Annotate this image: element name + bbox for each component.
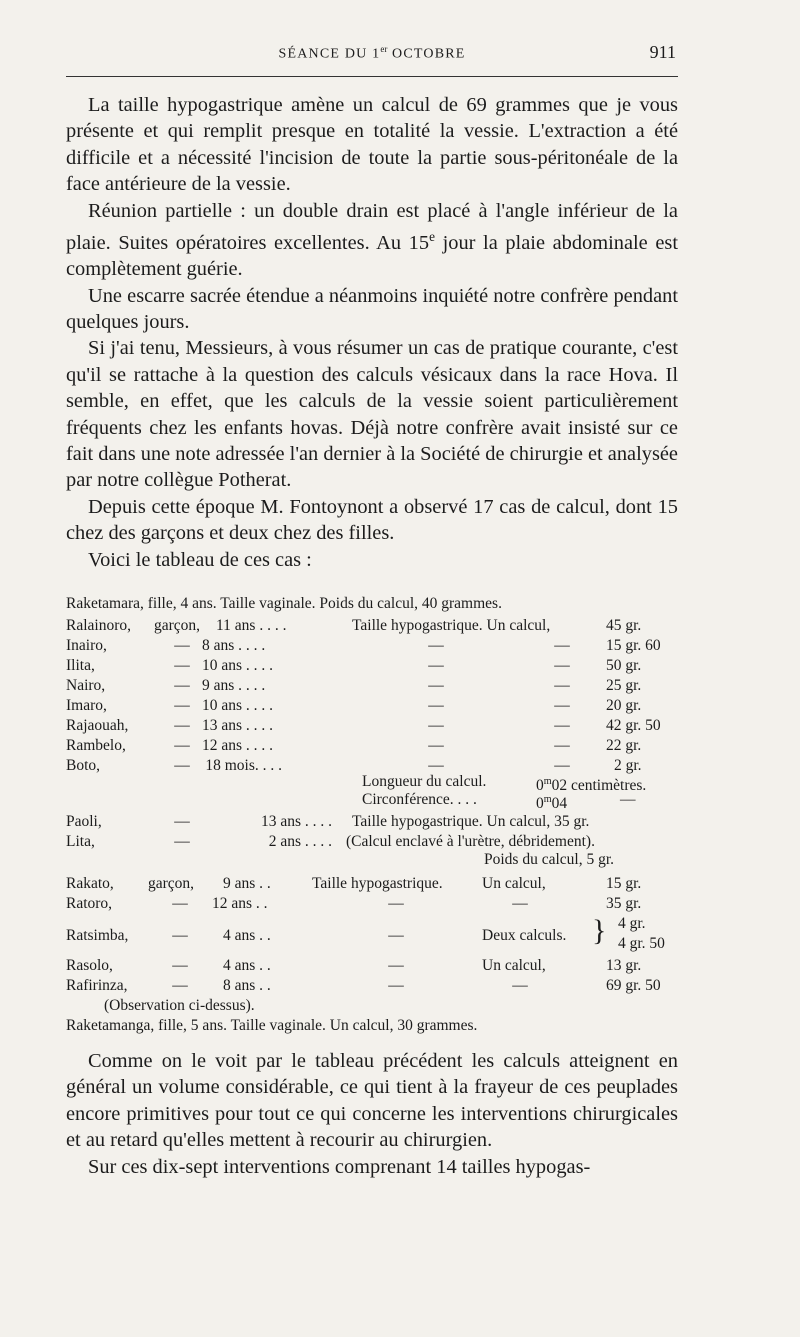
cell-op2: — bbox=[554, 637, 570, 654]
paragraph: La taille hypogastrique amène un calcul de 69 grammes que je vous présente et qui remplit presque en totalité la vessie. L'extraction a été difficile et a nécessité l'incision de toute la partie sous-péritonéale de la face antérieure de la vessie. bbox=[66, 94, 678, 196]
cell-age: 4 ans . . bbox=[223, 927, 271, 944]
cell-name: Rambelo, bbox=[66, 737, 126, 754]
cell-weight: 69 gr. 50 bbox=[606, 977, 661, 994]
cell-name: Lita, bbox=[66, 833, 95, 850]
cell-name: Rasolo, bbox=[66, 957, 113, 974]
cell-sex: — bbox=[174, 757, 190, 774]
cell-weight: 4 gr. 50 bbox=[618, 935, 665, 952]
table-line-text: Raketamara, fille, 4 ans. Taille vaginale. Poids du calcul, 40 grammes. bbox=[66, 595, 502, 612]
table-row bbox=[66, 736, 678, 756]
paragraph: Voici le tableau de ces cas : bbox=[88, 548, 312, 571]
cell-age: 2 ans . . . . bbox=[268, 833, 332, 850]
cell-weight: 22 gr. bbox=[606, 737, 642, 754]
paragraph: Si j'ai tenu, Messieurs, à vous résumer un cas de pratique courante, c'est qu'il se rattache à la question des calculs vésicaux dans la race Hova. Il semble, en effet, que les calculs de la vessie soient particulièrement fréquents chez les enfants hovas. Déjà notre confrère avait insisté sur ce fait dans une note adressée l'an dernier à la Société de chirurgie et analysée par notre collègue Potherat. bbox=[66, 337, 678, 492]
table-row bbox=[66, 636, 678, 656]
cell-op: — bbox=[428, 697, 444, 714]
table-row bbox=[66, 772, 678, 795]
cell-weight: 4 gr. bbox=[618, 915, 646, 932]
cell-op2: — bbox=[554, 737, 570, 754]
cell-age: 10 ans . . . . bbox=[202, 657, 274, 674]
cell-note-label: Longueur du calcul. bbox=[362, 773, 487, 790]
cell-weight: 35 gr. bbox=[606, 895, 642, 912]
table-row bbox=[66, 832, 678, 852]
cell-sex: — bbox=[174, 833, 190, 850]
cell-op: — bbox=[388, 977, 404, 994]
cell-sex: — bbox=[174, 657, 190, 674]
note-value-sup: m bbox=[543, 794, 552, 805]
cell-op: — bbox=[428, 757, 444, 774]
cell-name: Ralainoro, bbox=[66, 617, 131, 634]
cell-weight: 15 gr. bbox=[606, 875, 642, 892]
cell-op2: — bbox=[554, 717, 570, 734]
table-row bbox=[66, 594, 678, 614]
cell-sex: — bbox=[172, 977, 188, 994]
cell-note-dash: — bbox=[620, 791, 636, 808]
cell-age: 11 ans . . . . bbox=[216, 617, 287, 634]
brace-icon: } bbox=[592, 914, 607, 947]
paragraph: Sur ces dix-sept interventions comprenant 14 tailles hypogas- bbox=[88, 1155, 591, 1178]
cell-op2: — bbox=[554, 757, 570, 774]
table-row bbox=[66, 616, 678, 636]
cell-op: — bbox=[388, 957, 404, 974]
table-row bbox=[66, 874, 678, 894]
cell-name: Ratsimba, bbox=[66, 927, 129, 944]
cell-name: Inairo, bbox=[66, 637, 107, 654]
cell-op: Taille hypogastrique. bbox=[312, 875, 443, 892]
cell-op: — bbox=[428, 677, 444, 694]
table-row bbox=[66, 976, 678, 996]
paragraph bbox=[66, 198, 678, 283]
cell-op: — bbox=[428, 637, 444, 654]
note-value-num: 0 bbox=[536, 777, 544, 795]
cell-weight: 42 gr. 50 bbox=[606, 717, 661, 734]
cell-weight: 25 gr. bbox=[606, 677, 642, 694]
table-row bbox=[66, 676, 678, 696]
cell-age: 13 ans . . . . bbox=[260, 813, 332, 830]
cell-op: Taille hypogastrique. Un calcul, 35 gr. bbox=[352, 813, 590, 830]
cell-name: Rakato, bbox=[66, 875, 114, 892]
cell-sex: — bbox=[172, 927, 188, 944]
cell-name: Ratoro, bbox=[66, 895, 113, 912]
cell-name: Paoli, bbox=[66, 813, 102, 830]
cell-count: — bbox=[512, 977, 528, 994]
paragraph-part: jour la plaie abdominale est complètement guérie. bbox=[66, 231, 678, 281]
cell-sex: garçon, bbox=[148, 875, 195, 892]
note-value-rest: 02 centimètres. bbox=[551, 777, 647, 795]
cell-op: (Calcul enclavé à l'urètre, débridement). bbox=[346, 833, 595, 850]
note-value-sup: m bbox=[543, 776, 552, 787]
body-text-bottom bbox=[66, 1048, 678, 1180]
cell-age: 9 ans . . bbox=[223, 875, 271, 892]
cell-name: Ilita, bbox=[66, 657, 95, 674]
table-row bbox=[66, 956, 678, 976]
cell-name: Boto, bbox=[66, 757, 101, 774]
cell-weight: 15 gr. 60 bbox=[606, 637, 661, 654]
cell-weight: 2 gr. bbox=[614, 757, 642, 774]
table-row bbox=[66, 934, 678, 954]
cell-note-label: Circonférence. . . . bbox=[362, 791, 477, 808]
cell-count: Un calcul, bbox=[482, 875, 546, 892]
table-row bbox=[66, 850, 678, 870]
cell-sex: — bbox=[174, 717, 190, 734]
cell-weight: 13 gr. bbox=[606, 957, 642, 974]
cell-age: 8 ans . . . . bbox=[202, 637, 266, 654]
note-value-num: 0 bbox=[536, 795, 544, 813]
cell-op: — bbox=[388, 895, 404, 912]
cell-sex: — bbox=[172, 957, 188, 974]
cell-name: Rajaouah, bbox=[66, 717, 129, 734]
paragraph: Comme on le voit par le tableau précédent les calculs atteignent en général un volume considérable, ce qui tient à la frayeur de ces peuplades encore primitives pour tout ce qui concerne les interventions chirurgicales et au retard qu'elles mettent à recourir au chirurgien. bbox=[66, 1050, 678, 1152]
cell-sex: — bbox=[174, 813, 190, 830]
cell-weight: 50 gr. bbox=[606, 657, 642, 674]
cell-count: Deux calculs. bbox=[482, 927, 567, 944]
cell-age: 4 ans . . bbox=[223, 957, 271, 974]
cell-sex: — bbox=[174, 737, 190, 754]
cell-age: 9 ans . . . . bbox=[202, 677, 266, 694]
cell-name: Rafirinza, bbox=[66, 977, 128, 994]
cell-count: — bbox=[512, 895, 528, 912]
cell-sex: garçon, bbox=[154, 617, 201, 634]
cell-op2: — bbox=[554, 677, 570, 694]
note-value-rest: 04 bbox=[551, 795, 568, 813]
cell-note-value bbox=[536, 790, 567, 814]
cell-op-line2: Poids du calcul, 5 gr. bbox=[484, 851, 615, 868]
cell-age: 18 mois. . . . bbox=[205, 757, 282, 774]
table-row bbox=[66, 696, 678, 716]
cell-sex: — bbox=[174, 697, 190, 714]
cell-op: — bbox=[428, 737, 444, 754]
paragraph: Une escarre sacrée étendue a néanmoins inquiété notre confrère pendant quelques jours. bbox=[66, 284, 678, 334]
paragraph-sup: e bbox=[429, 229, 435, 245]
table-line-text: Raketamanga, fille, 5 ans. Taille vaginale. Un calcul, 30 grammes. bbox=[66, 1017, 478, 1034]
cell-sex: — bbox=[174, 637, 190, 654]
cell-op: — bbox=[428, 717, 444, 734]
cell-weight: 20 gr. bbox=[606, 697, 642, 714]
cell-op: Taille hypogastrique. Un calcul, bbox=[352, 617, 551, 634]
cell-name: Imaro, bbox=[66, 697, 107, 714]
header-title bbox=[66, 44, 678, 63]
header-title-sup: er bbox=[380, 44, 388, 54]
table-row bbox=[66, 790, 678, 813]
table-row bbox=[66, 716, 678, 736]
running-header bbox=[66, 44, 678, 64]
table-row bbox=[66, 656, 678, 676]
cell-age: 10 ans . . . . bbox=[202, 697, 274, 714]
paragraph: Depuis cette époque M. Fontoynont a observé 17 cas de calcul, dont 15 chez des garçons et deux chez des filles. bbox=[66, 495, 678, 545]
cell-sex: — bbox=[172, 895, 188, 912]
table-row bbox=[66, 812, 678, 832]
header-rule bbox=[66, 76, 678, 77]
cell-age: 8 ans . . bbox=[223, 977, 271, 994]
cell-observation: (Observation ci-dessus). bbox=[104, 997, 255, 1014]
page-number: 911 bbox=[649, 42, 676, 62]
body-text-top bbox=[66, 92, 678, 573]
header-title-b: OCTOBRE bbox=[387, 46, 466, 62]
cell-op: — bbox=[428, 657, 444, 674]
table-row bbox=[66, 894, 678, 914]
cell-op: — bbox=[388, 927, 404, 944]
cell-op2: — bbox=[554, 657, 570, 674]
cell-age: 12 ans . . . . bbox=[202, 737, 274, 754]
cell-count: Un calcul, bbox=[482, 957, 546, 974]
cell-name: Nairo, bbox=[66, 677, 106, 694]
cell-sex: — bbox=[174, 677, 190, 694]
table-row bbox=[66, 996, 678, 1016]
header-title-a: SÉANCE DU 1 bbox=[278, 46, 381, 62]
table-row bbox=[66, 1016, 678, 1036]
cell-age: 13 ans . . . . bbox=[202, 717, 274, 734]
cell-op2: — bbox=[554, 697, 570, 714]
cell-weight: 45 gr. bbox=[606, 617, 642, 634]
paragraph-part: Réunion partielle : un double drain est placé à l'angle inférieur de la plaie. Suites opératoires excellentes. Au 15 bbox=[66, 199, 678, 254]
table-row bbox=[66, 914, 678, 934]
cell-age: 12 ans . . bbox=[212, 895, 268, 912]
